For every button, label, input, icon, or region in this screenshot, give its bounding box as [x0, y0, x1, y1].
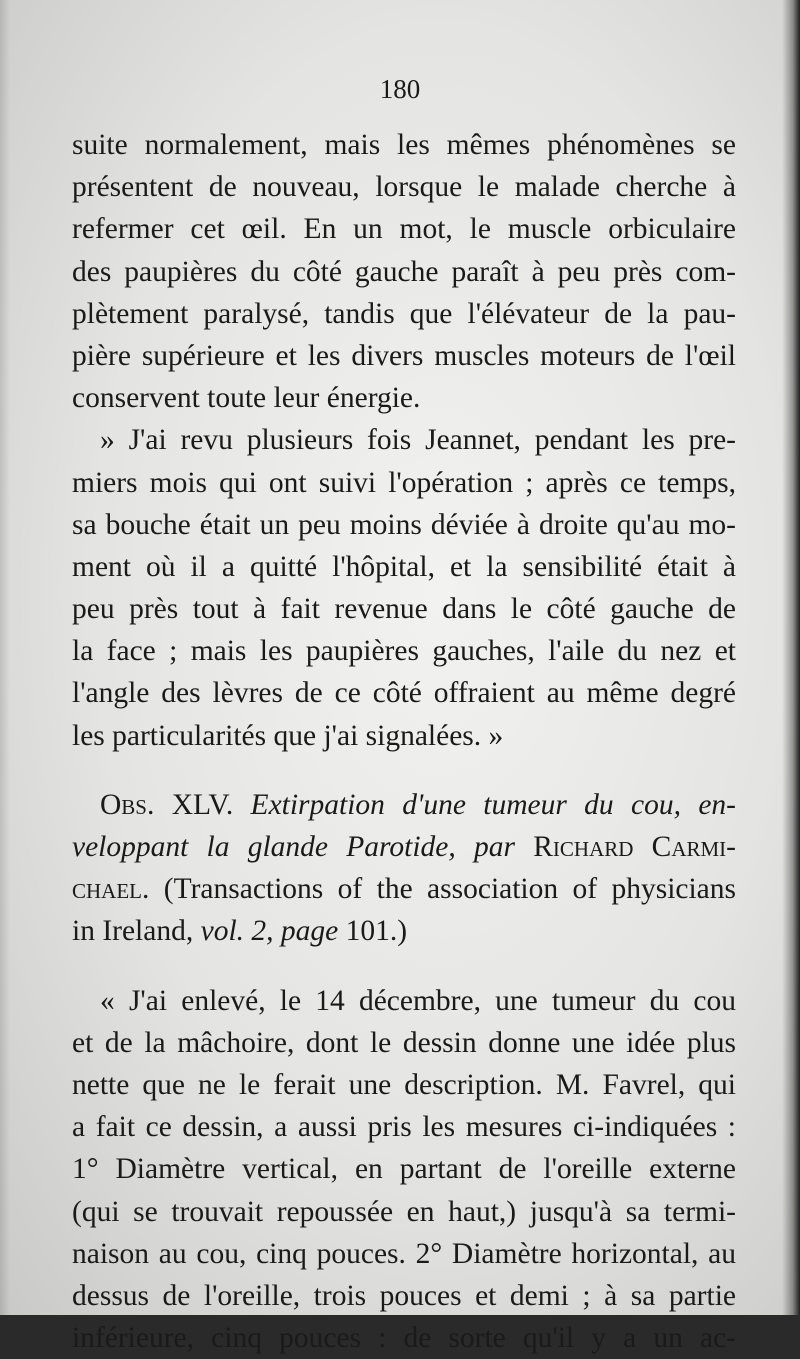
- text-line: pière supérieure et les divers muscles moteurs de l'œil: [72, 339, 736, 372]
- text-line: [72, 826, 736, 868]
- text-line: (qui se trouvait repoussée en haut,) jusqu'à sa termi-: [72, 1195, 736, 1228]
- text-line: des paupières du côté gauche paraît à peu près com-: [72, 255, 736, 288]
- text-line: l'angle des lèvres de ce côté offraient au même degré: [72, 677, 736, 710]
- text-line: dessus de l'oreille, trois pouces et demi ; à sa partie: [72, 1279, 736, 1312]
- observation-title: Extirpation d'une tumeur du cou, en-: [250, 788, 736, 821]
- text-line: » J'ai revu plusieurs fois Jeannet, pendant les pre-: [100, 424, 736, 457]
- text-line: plètement paralysé, tandis que l'élévateur de la pau-: [72, 297, 736, 330]
- section-gap: [72, 757, 736, 784]
- body-text: [72, 124, 736, 1359]
- text-line: [72, 868, 736, 910]
- text-line: et de la mâchoire, dont le dessin donne une idée plus: [72, 1026, 736, 1059]
- text-line: présentent de nouveau, lorsque le malade cherche à: [72, 171, 736, 204]
- text-line: refermer cet œil. En un mot, le muscle orbiculaire: [72, 213, 736, 246]
- observation-source: in Ireland,: [72, 915, 194, 948]
- text-line: conservent toute leur énergie.: [72, 382, 421, 415]
- text-line: a fait ce dessin, a aussi pris les mesures ci-indiquées :: [72, 1111, 736, 1144]
- text-line: naison au cou, cinq pouces. 2° Diamètre horizontal, au: [72, 1237, 736, 1270]
- text-line: ment où il a quitté l'hôpital, et la sensibilité était à: [72, 550, 736, 583]
- text-line: miers mois qui ont suivi l'opération ; après ce temps,: [72, 466, 736, 499]
- observation-page: 101.): [345, 915, 408, 948]
- text-line: nette que ne le ferait une description. M. Favrel, qui: [72, 1068, 736, 1101]
- observation-source: (Transactions of the association of physicians: [163, 873, 736, 906]
- text-line: les particularités que j'ai signalées. »: [72, 719, 504, 752]
- text-line: suite normalement, mais les mêmes phénomènes se: [72, 129, 736, 161]
- text-line: la face ; mais les paupières gauches, l'aile du nez et: [72, 635, 736, 668]
- observation-title: veloppant la glande Parotide,: [72, 831, 456, 863]
- observation-by: par: [474, 831, 515, 863]
- text-line: 1° Diamètre vertical, en partant de l'oreille externe: [72, 1153, 736, 1186]
- text-line: sa bouche était un peu moins déviée à droite qu'au mo-: [72, 508, 736, 541]
- page-left-shadow: [0, 0, 10, 1315]
- page-right-edge: [782, 0, 800, 1315]
- page-number: 180: [379, 74, 421, 104]
- section-gap: [72, 953, 736, 980]
- observation-label: Obs. XLV.: [100, 788, 234, 821]
- text-line: [72, 910, 736, 952]
- text-line: « J'ai enlevé, le 14 décembre, une tumeur du cou: [100, 984, 736, 1017]
- observation-author: chael.: [72, 873, 150, 906]
- text-line: peu près tout à fait revenue dans le côté gauche de: [72, 593, 736, 626]
- text-line: [72, 784, 736, 826]
- observation-volume: vol. 2, page: [200, 915, 339, 948]
- text-line: inférieure, cinq pouces : de sorte qu'il y a un ac-: [72, 1322, 736, 1355]
- observation-author: Richard Carmi-: [533, 831, 736, 863]
